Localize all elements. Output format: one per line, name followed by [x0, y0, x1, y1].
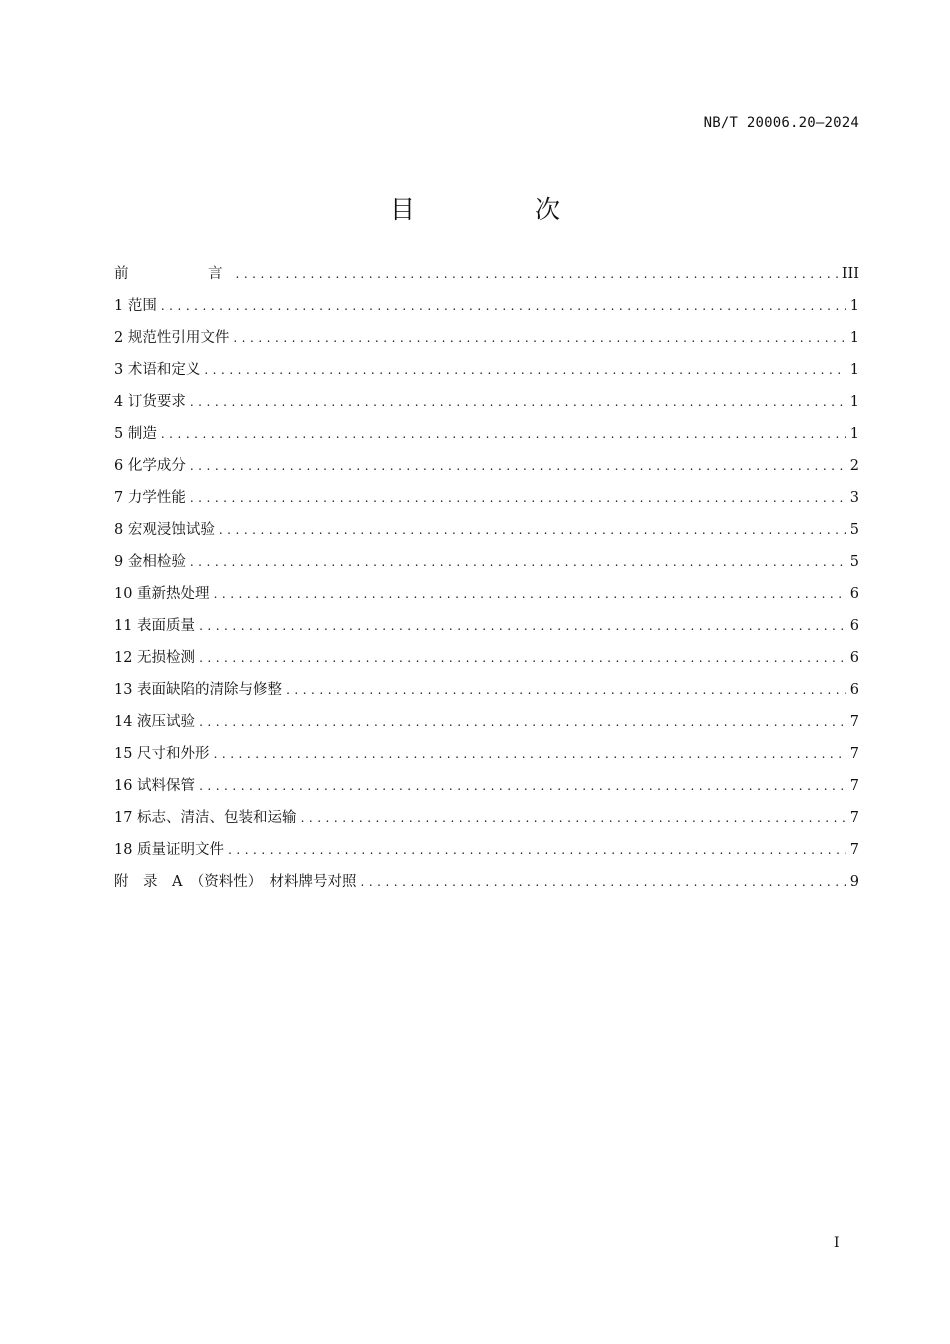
- toc-leader-dots: [214, 738, 846, 770]
- toc-leader-dots: [204, 354, 845, 386]
- toc-page-number: 6: [849, 618, 859, 634]
- toc-entry-label: 14 液压试验: [114, 714, 196, 730]
- toc-page-number: 9: [849, 874, 859, 890]
- toc-leader-dots: [199, 706, 846, 738]
- toc-leader-dots: [219, 514, 846, 546]
- table-of-contents: [114, 258, 859, 898]
- toc-entry-label: 4 订货要求: [114, 394, 186, 410]
- toc-entry-5[interactable]: [114, 418, 859, 450]
- toc-entry-9[interactable]: [114, 546, 859, 578]
- toc-entry-11[interactable]: [114, 610, 859, 642]
- toc-entry-label: 17 标志、清洁、包装和运输: [114, 810, 297, 826]
- toc-entry-label: 2 规范性引用文件: [114, 330, 230, 346]
- toc-entry-15[interactable]: [114, 738, 859, 770]
- toc-entry-label: 7 力学性能: [114, 490, 186, 506]
- toc-entry-foreword[interactable]: [114, 258, 859, 290]
- toc-entry-label: 10 重新热处理: [114, 586, 210, 602]
- toc-page-number: 1: [849, 330, 859, 346]
- toc-page-number: 6: [849, 586, 859, 602]
- toc-leader-dots: [161, 418, 846, 450]
- toc-entry-12[interactable]: [114, 642, 859, 674]
- toc-leader-dots: [214, 578, 846, 610]
- toc-entry-2[interactable]: [114, 322, 859, 354]
- footer-page-number: I: [834, 1235, 840, 1251]
- toc-entry-label: 前 言: [114, 266, 232, 282]
- toc-entry-label: 8 宏观浸蚀试验: [114, 522, 215, 538]
- toc-leader-dots: [199, 642, 846, 674]
- toc-entry-label: 3 术语和定义: [114, 362, 201, 378]
- toc-entry-label: 12 无损检测: [114, 650, 196, 666]
- toc-entry-3[interactable]: [114, 354, 859, 386]
- toc-page-number: 7: [849, 842, 859, 858]
- toc-entry-label: 9 金相检验: [114, 554, 186, 570]
- toc-page-number: 6: [849, 650, 859, 666]
- toc-entry-label: 18 质量证明文件: [114, 842, 225, 858]
- standard-number: NB/T 20006.20—2024: [703, 115, 859, 131]
- toc-entry-appendix-a[interactable]: [114, 866, 859, 898]
- toc-leader-dots: [190, 482, 846, 514]
- toc-entry-label: 15 尺寸和外形: [114, 746, 210, 762]
- toc-leader-dots: [228, 834, 846, 866]
- toc-entry-14[interactable]: [114, 706, 859, 738]
- toc-entry-6[interactable]: [114, 450, 859, 482]
- toc-leader-dots: [199, 610, 846, 642]
- toc-page-number: 1: [849, 298, 859, 314]
- toc-page-number: 7: [849, 746, 859, 762]
- toc-entry-18[interactable]: [114, 834, 859, 866]
- toc-entry-10[interactable]: [114, 578, 859, 610]
- page-title: 目 次: [390, 195, 616, 224]
- toc-page-number: III: [841, 266, 859, 282]
- toc-entry-16[interactable]: [114, 770, 859, 802]
- toc-leader-dots: [190, 386, 846, 418]
- toc-leader-dots: [301, 802, 846, 834]
- toc-page-number: 2: [849, 458, 859, 474]
- toc-entry-label: 附 录 A （资料性） 材料牌号对照: [114, 874, 357, 890]
- toc-page-number: 7: [849, 714, 859, 730]
- toc-entry-7[interactable]: [114, 482, 859, 514]
- toc-entry-label: 13 表面缺陷的清除与修整: [114, 682, 283, 698]
- toc-entry-label: 6 化学成分: [114, 458, 186, 474]
- toc-page-number: 3: [849, 490, 859, 506]
- toc-entry-4[interactable]: [114, 386, 859, 418]
- toc-page-number: 1: [849, 394, 859, 410]
- toc-page-number: 1: [849, 362, 859, 378]
- toc-entry-13[interactable]: [114, 674, 859, 706]
- toc-page-number: 6: [849, 682, 859, 698]
- toc-leader-dots: [161, 290, 846, 322]
- toc-entry-8[interactable]: [114, 514, 859, 546]
- toc-leader-dots: [190, 546, 846, 578]
- toc-entry-label: 1 范围: [114, 298, 157, 314]
- toc-entry-label: 11 表面质量: [114, 618, 196, 634]
- toc-entry-label: 5 制造: [114, 426, 157, 442]
- toc-page-number: 7: [849, 810, 859, 826]
- toc-entry-17[interactable]: [114, 802, 859, 834]
- toc-leader-dots: [233, 322, 845, 354]
- toc-page-number: 1: [849, 426, 859, 442]
- toc-leader-dots: [360, 866, 845, 898]
- toc-page-number: 5: [849, 522, 859, 538]
- toc-entry-label: 16 试料保管: [114, 778, 196, 794]
- toc-leader-dots: [286, 674, 846, 706]
- toc-page-number: 7: [849, 778, 859, 794]
- toc-leader-dots: [199, 770, 846, 802]
- toc-leader-dots: [190, 450, 846, 482]
- toc-page-number: 5: [849, 554, 859, 570]
- toc-leader-dots: [236, 258, 838, 290]
- toc-entry-1[interactable]: [114, 290, 859, 322]
